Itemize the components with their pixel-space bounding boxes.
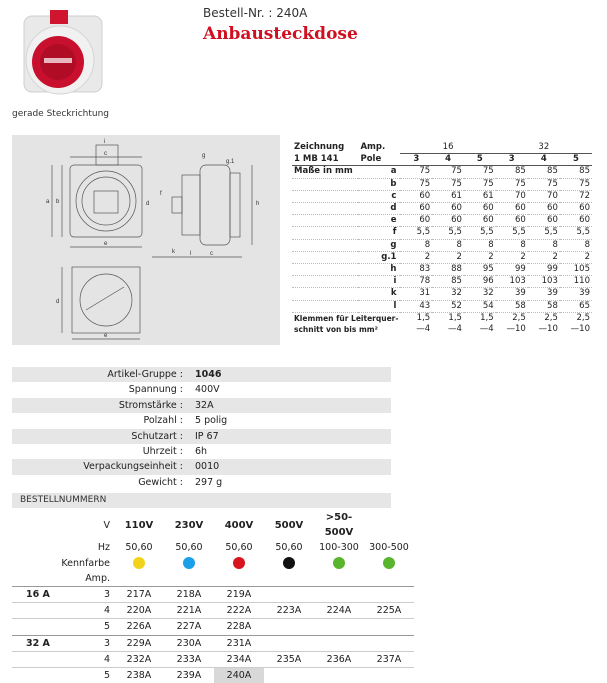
dims-value: 60 (547, 203, 558, 214)
order-number-cell (314, 619, 364, 635)
drawing-label: b (56, 199, 60, 205)
dims-pole-row (292, 154, 592, 166)
voltage-row (12, 510, 414, 540)
voltage-value: 400V (224, 519, 254, 531)
pole-value: 3 (66, 635, 114, 651)
hz-row (12, 540, 414, 555)
order-number-cell (364, 668, 414, 683)
technical-drawing (12, 135, 280, 345)
amp-group-label (12, 619, 66, 635)
spec-key: Gewicht : (138, 476, 183, 488)
spec-value: 297 g (195, 476, 223, 488)
drawing-label: f (160, 191, 162, 197)
dims-value: 5,5 (416, 227, 431, 238)
spec-row (12, 444, 391, 459)
order-number-cell: 229A (114, 635, 164, 651)
kennfarbe-label: Kennfarbe (61, 557, 110, 569)
klemmen-value: 2,5 (544, 312, 558, 323)
dims-value: 103 (509, 276, 526, 287)
order-number-cell: 236A (314, 651, 364, 667)
order-number-cell (314, 587, 364, 603)
klemmen-value: —10 (506, 324, 526, 335)
dims-value: 60 (451, 203, 462, 214)
dims-value: 61 (482, 190, 494, 201)
blank-cell (214, 571, 264, 587)
drawing-label: g.1 (226, 159, 235, 165)
hz-value: 50,60 (225, 542, 253, 554)
order-number-cell: 228A (214, 619, 264, 635)
klemmen-value: —10 (538, 324, 558, 335)
dims-value: 85 (547, 166, 558, 177)
hz-value: 50,60 (275, 542, 303, 554)
dims-row-caption (292, 276, 358, 288)
dims-value: 99 (547, 264, 558, 275)
pole-value: 4 (66, 603, 114, 619)
dims-key: g.1 (381, 251, 397, 262)
dims-drawing-number: 1 MB 141 (294, 153, 339, 164)
dims-value: 60 (482, 215, 494, 226)
dims-value: 110 (573, 276, 590, 287)
dims-value: 8 (584, 239, 590, 250)
order-number-cell (364, 619, 414, 635)
dims-value: 65 (579, 300, 590, 311)
dims-row-caption (292, 227, 358, 239)
color-cell (364, 556, 414, 571)
dims-value: 70 (547, 190, 558, 201)
dims-row (292, 288, 592, 300)
drawing-label: g (202, 153, 206, 159)
spec-value: 400V (195, 384, 220, 396)
order-number-cell: 221A (164, 603, 214, 619)
drawing-label: k (172, 249, 175, 255)
order-number-cell (314, 635, 364, 651)
spec-value: 5 polig (195, 415, 228, 427)
dims-value: 75 (419, 178, 431, 189)
dims-value: 78 (419, 276, 431, 287)
dims-key: d (390, 203, 397, 214)
klemmen-value: —4 (416, 324, 431, 335)
dims-value: 2 (552, 251, 558, 262)
spec-key: Schutzart : (131, 430, 183, 442)
order-number-cell: 223A (264, 603, 314, 619)
dims-row-caption: Maße in mm (294, 166, 353, 177)
blank-cell (164, 571, 214, 587)
dims-value: 52 (451, 300, 462, 311)
order-number-cell (364, 635, 414, 651)
pole-value: 5 (66, 619, 114, 635)
dims-value: 8 (456, 239, 462, 250)
dims-value: 60 (451, 215, 462, 226)
dims-pole-label: Pole (360, 153, 382, 164)
dims-value: 39 (547, 288, 558, 299)
order-number-cell: 220A (114, 603, 164, 619)
dims-row (292, 203, 592, 215)
spec-table (12, 367, 391, 490)
color-dot-icon (133, 557, 145, 569)
order-row (12, 635, 414, 651)
dims-value: 2 (456, 251, 462, 262)
spec-value: 0010 (195, 461, 220, 473)
dims-value: 8 (552, 239, 558, 250)
dims-row-caption (292, 178, 358, 190)
product-title: Anbausteckdose (203, 24, 358, 44)
dims-value: 60 (579, 215, 590, 226)
pole-header: 3 (413, 154, 420, 165)
dims-value: 75 (547, 178, 558, 189)
voltage-value: >50-500V (324, 512, 354, 539)
dims-value: 5,5 (448, 227, 462, 238)
voltage-value (364, 510, 414, 540)
dims-value: 58 (514, 300, 526, 311)
dims-klemmen-row (292, 324, 592, 335)
klemmen-label: Klemmen für Leiterquer- (294, 313, 399, 323)
pole-header: 4 (445, 154, 452, 165)
dims-value: 99 (514, 264, 526, 275)
drawing-label: l (190, 251, 192, 257)
klemmen-value: —4 (448, 324, 462, 335)
dims-value: 2 (488, 251, 494, 262)
amp-group-label (12, 603, 66, 619)
order-number-cell: 240A (214, 668, 264, 683)
dims-value: 32 (482, 288, 494, 299)
spec-row (12, 413, 391, 428)
dims-value: 75 (514, 178, 526, 189)
order-row (12, 587, 414, 603)
order-number-cell: 231A (214, 635, 264, 651)
dims-key: g (390, 239, 397, 250)
dims-row-caption (292, 203, 358, 215)
dims-value: 60 (579, 203, 590, 214)
dims-value: 60 (419, 203, 431, 214)
order-number-cell: 237A (364, 651, 414, 667)
dims-key: a (390, 166, 397, 177)
dims-row-caption (292, 300, 358, 312)
color-cell (264, 556, 314, 571)
pole-header: 3 (508, 154, 515, 165)
amp-label-row (12, 571, 414, 587)
dims-value: 88 (451, 264, 462, 275)
dims-value: 75 (419, 166, 431, 177)
pole-value: 3 (66, 587, 114, 603)
dims-value: 75 (579, 178, 590, 189)
blank-cell (114, 571, 164, 587)
drawing-label: i (104, 139, 106, 145)
hz-value: 300-500 (369, 542, 409, 554)
dims-value: 43 (419, 300, 431, 311)
hz-label: Hz (97, 542, 110, 554)
dims-value: 60 (419, 190, 431, 201)
order-number-cell: 217A (114, 587, 164, 603)
dims-key: i (393, 276, 397, 287)
blank-cell (314, 571, 364, 587)
dims-value: 31 (419, 288, 431, 299)
klemmen-value: 1,5 (448, 312, 462, 323)
order-number-cell (264, 668, 314, 683)
klemmen-value: 2,5 (576, 312, 590, 323)
dims-value: 61 (451, 190, 462, 201)
color-cell (214, 556, 264, 571)
amp-group-label (12, 651, 66, 667)
amp-group-label: 32 A (12, 635, 66, 651)
dims-value: 2 (520, 251, 526, 262)
order-number-cell: 227A (164, 619, 214, 635)
klemmen-label: schnitt von bis mm² (294, 325, 378, 335)
drawing-label: e (104, 241, 108, 247)
order-number-cell: 222A (214, 603, 264, 619)
dims-row (292, 215, 592, 227)
order-number-cell: 239A (164, 668, 214, 683)
dims-row (292, 190, 592, 202)
hz-value: 50,60 (125, 542, 153, 554)
dims-row (292, 239, 592, 251)
dims-value: 39 (514, 288, 526, 299)
dims-value: 85 (579, 166, 590, 177)
dims-value: 75 (451, 166, 462, 177)
photo-caption: gerade Steckrichtung (12, 109, 110, 119)
pole-header: 5 (572, 154, 579, 165)
dims-value: 75 (482, 166, 494, 177)
dims-value: 103 (541, 276, 558, 287)
spec-value: 32A (195, 399, 214, 411)
dims-value: 75 (451, 178, 462, 189)
dims-value: 105 (573, 264, 590, 275)
dims-value: 5,5 (544, 227, 558, 238)
dims-value: 8 (520, 239, 526, 250)
order-number-cell (264, 619, 314, 635)
spec-key: Stromstärke : (118, 399, 183, 411)
order-number: Bestell-Nr. : 240A (203, 6, 308, 20)
dims-value: 72 (579, 190, 590, 201)
blank-cell (12, 540, 66, 555)
product-photo (18, 8, 108, 98)
spec-row (12, 475, 391, 490)
dims-row (292, 276, 592, 288)
dims-value: 85 (451, 276, 462, 287)
color-cell (314, 556, 364, 571)
dims-group-32: 32 (496, 142, 592, 154)
hz-value: 100-300 (319, 542, 359, 554)
dims-row-caption (292, 239, 358, 251)
dims-value: 96 (482, 276, 494, 287)
drawing-label: e (104, 333, 108, 339)
voltage-value: 500V (274, 519, 304, 531)
dims-amp-label: Amp. (360, 142, 386, 153)
order-number-cell: 234A (214, 651, 264, 667)
dims-value: 58 (547, 300, 558, 311)
amp-group-label: 16 A (12, 587, 66, 603)
dims-row-caption (292, 264, 358, 276)
spec-key: Uhrzeit : (142, 445, 183, 457)
color-dot-icon (183, 557, 195, 569)
dims-header-row (292, 142, 592, 154)
voltage-value: 230V (174, 519, 204, 531)
order-number-cell: 232A (114, 651, 164, 667)
dims-value: 8 (424, 239, 431, 250)
dims-value: 5,5 (576, 227, 590, 238)
dims-value: 5,5 (512, 227, 526, 238)
dims-row-caption (292, 288, 358, 300)
order-number-cell: 233A (164, 651, 214, 667)
dims-value: 70 (514, 190, 526, 201)
spec-value: 1046 (195, 369, 222, 380)
dims-value: 60 (419, 215, 431, 226)
spec-key: Artikel-Gruppe : (107, 369, 183, 380)
order-number-cell: 219A (214, 587, 264, 603)
spec-row (12, 367, 391, 382)
drawing-label: c (210, 251, 213, 257)
spec-value: 6h (195, 445, 208, 457)
color-row (12, 556, 414, 571)
dims-row-caption (292, 251, 358, 263)
spec-key: Verpackungseinheit : (83, 461, 183, 473)
blank-cell (12, 510, 66, 540)
dims-group-16: 16 (400, 142, 495, 154)
spec-key: Polzahl : (143, 415, 183, 427)
order-table (12, 510, 597, 683)
order-number-cell: 224A (314, 603, 364, 619)
dims-key: b (390, 178, 397, 189)
dims-key: l (393, 300, 397, 311)
spec-row (12, 459, 391, 474)
pole-header: 5 (476, 154, 483, 165)
dims-value: 60 (514, 215, 526, 226)
dims-row (292, 178, 592, 190)
dims-zeichnung-label: Zeichnung (294, 142, 345, 153)
klemmen-value: —4 (479, 324, 494, 335)
klemmen-value: —10 (570, 324, 590, 335)
order-row (12, 651, 414, 667)
dims-row (292, 264, 592, 276)
dims-key: h (390, 264, 397, 275)
drawing-label: c (104, 151, 107, 157)
dims-row (292, 166, 592, 178)
dims-value: 2 (584, 251, 590, 262)
dims-value: 83 (419, 264, 431, 275)
order-row (12, 603, 414, 619)
color-cell (164, 556, 214, 571)
dims-key: e (390, 215, 397, 226)
voltage-label: V (103, 519, 110, 531)
blank-cell (364, 571, 414, 587)
color-cell (114, 556, 164, 571)
order-number-cell (314, 668, 364, 683)
dims-row-caption (292, 215, 358, 227)
amp-label: Amp. (85, 572, 110, 584)
order-number-cell (264, 635, 314, 651)
dims-klemmen-row (292, 312, 592, 324)
dims-value: 60 (482, 203, 494, 214)
dims-value: 39 (579, 288, 590, 299)
klemmen-value: 1,5 (480, 312, 494, 323)
dims-value: 5,5 (480, 227, 494, 238)
pole-value: 5 (66, 668, 114, 683)
hz-value: 50,60 (175, 542, 203, 554)
dims-value: 85 (514, 166, 526, 177)
dims-value: 60 (514, 203, 526, 214)
color-dot-icon (233, 557, 245, 569)
dims-value: 60 (547, 215, 558, 226)
dims-value: 75 (482, 178, 494, 189)
pole-value: 4 (66, 651, 114, 667)
spec-row (12, 429, 391, 444)
order-number-cell: 226A (114, 619, 164, 635)
order-row (12, 668, 414, 683)
dims-row (292, 227, 592, 239)
voltage-value: 110V (124, 519, 154, 531)
order-number-cell: 238A (114, 668, 164, 683)
drawing-label: d (146, 201, 150, 207)
dims-key: f (392, 227, 397, 238)
order-number-cell: 235A (264, 651, 314, 667)
dims-row (292, 251, 592, 263)
dims-value: 2 (424, 251, 431, 262)
drawing-label: h (256, 201, 260, 207)
spec-row (12, 382, 391, 397)
color-dot-icon (383, 557, 395, 569)
dims-row (292, 300, 592, 312)
drawing-label: a (46, 199, 50, 205)
color-dot-icon (283, 557, 295, 569)
order-number-cell: 218A (164, 587, 214, 603)
dims-row-caption (292, 190, 358, 202)
amp-group-label (12, 668, 66, 683)
color-dot-icon (333, 557, 345, 569)
dims-value: 54 (482, 300, 494, 311)
blank-cell (264, 571, 314, 587)
spec-value: IP 67 (195, 430, 219, 442)
klemmen-value: 1,5 (416, 312, 431, 323)
order-number-cell (264, 587, 314, 603)
spec-key: Spannung : (128, 384, 183, 396)
order-heading: BESTELLNUMMERN (12, 493, 391, 508)
dims-value: 32 (451, 288, 462, 299)
order-row (12, 619, 414, 635)
dims-value: 95 (482, 264, 494, 275)
order-number-cell: 225A (364, 603, 414, 619)
dims-key: c (391, 190, 397, 201)
spec-row (12, 398, 391, 413)
order-number-cell: 230A (164, 635, 214, 651)
pole-header: 4 (540, 154, 547, 165)
drawing-label: d (56, 299, 60, 305)
order-number-cell (364, 587, 414, 603)
klemmen-value: 2,5 (512, 312, 526, 323)
dims-key: k (390, 288, 397, 299)
dims-value: 8 (488, 239, 494, 250)
dimensions-table (292, 142, 592, 335)
